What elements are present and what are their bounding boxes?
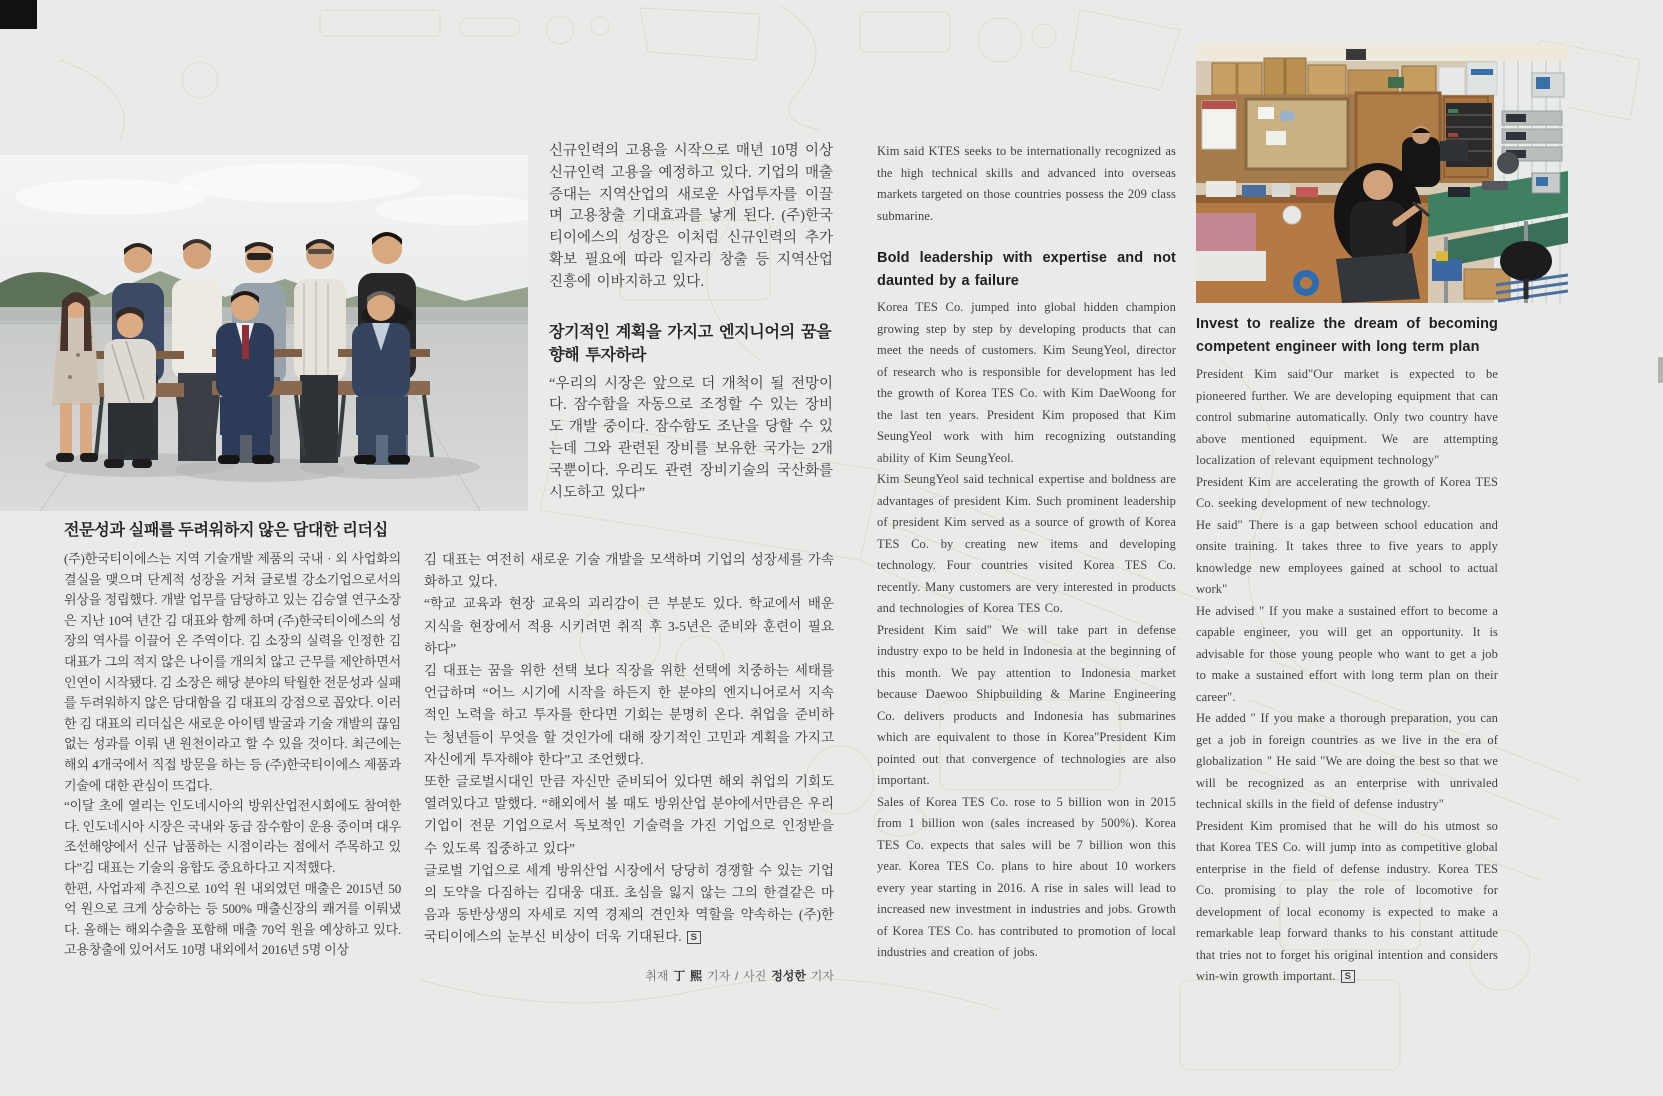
korean-column-2 — [424, 549, 834, 987]
korean-paragraph: 한편, 사업과제 추진으로 10억 원 내외였던 매출은 2015년 50억 원으로 크게 상승하는 등 500% 매출신장의 쾌거를 이뤄냈다. 올해는 해외수출을 포함해 매출 70억 원을 예상하고 있다. 고용창출에 있어서도 10명 내외에서 2016년 5명 이상 — [64, 880, 401, 958]
english-paragraph: He said" There is a gap between school education and onsite training. It takes three to five years to apply knowledge new employees gained at school to actual work" — [1196, 517, 1498, 596]
byline — [424, 965, 834, 987]
korean-closing-text: 글로벌 기업으로 세계 방위산업 시장에서 당당히 경쟁할 수 있는 기업의 도약을 다짐하는 김대웅 대표. 초심을 잃지 않는 그의 한결같은 마음과 동반상생의 자세로 지역 경제의 견인차 역할을 약속하는 (주)한국티이에스의 눈부신 비상이 더욱 기대된다. — [424, 862, 834, 945]
page-edge-mark — [1658, 357, 1663, 383]
byline-reporter-name: 丁 熙 — [673, 968, 703, 983]
english-closing-text: President Kim promised that he will do his utmost so that Korea TES Co. will jump into as competitive global enterprise in the field of defense industry. Korea TES Co. promising to play the role of locomotive for development of local economy is expected to make a remarkable leap forward thanks to his constant attitude that tries not to forget his original intention and considers win-win growth important. — [1196, 818, 1498, 983]
english-section-heading-bold-leadership: Bold leadership with expertise and not daunted by a failure — [877, 250, 1176, 289]
korean-paragraph: (주)한국티이에스는 지역 기술개발 제품의 국내 · 외 사업화의 결실을 맺으며 단계적 성장을 거쳐 글로벌 강소기업으로서의 위상을 정립했다. 개발 업무를 담당하고 있는 김승열 연구소장은 지난 10여 년간 김 대표와 함께 하며 (주)한국티이에스의 성장의 역사를 이끌어 온 주역이다. 김 소장의 실력을 인정한 김 대표가 그의 적지 않은 나이를 개의치 않고 근무를 제안하면서 인연이 시작됐다. 김 소장은 해당 분야의 탁월한 전문성과 실패를 두려워하지 않은 담대함을 김 대표의 강점으로 꼽았다. 이러한 김 대표의 리더십은 새로운 아이템 발굴과 기술 개발의 끊임없는 성과를 이뤄 낸 원천이라고 할 수 있을 것이다. 최근에는 해외 4개국에서 직접 방문을 하는 등 (주)한국티이에스 제품과 기술에 대한 관심이 뜨겁다. — [64, 551, 401, 793]
english-paragraph: Kim SeungYeol said technical expertise and boldness are advantages of president Kim. Such prominent leadership of president Kim served as a source of growth of Korea TES Co. by creating new items and developing technology. Four countries visited Korea TES Co. recently. Many customers are very interested in products and technologies of Korea TES Co. — [877, 472, 1176, 615]
korean-paragraph: 김 대표는 여전히 새로운 기술 개발을 모색하며 기업의 성장세를 가속화하고 있다. — [424, 552, 834, 590]
byline-photographer-name: 정성한 — [771, 968, 806, 983]
korean-paragraph: “이달 초에 열리는 인도네시아의 방위산업전시회에도 참여한다. 인도네시아 시장은 국내와 동급 잠수함이 운용 중이며 대우조선해양에서 신규 납품하는 시점이라는 점에서 주목하고 있다”김 대표는 기술의 융합도 중요하다고 지적했다. — [64, 798, 401, 875]
english-lead-paragraph: Kim said KTES seeks to be internationally recognized as the high technical skills and advanced into overseas markets targeted on those countries possess the 209 class submarine. — [877, 144, 1176, 223]
office-photo — [1196, 45, 1568, 303]
english-paragraph: He advised " If you make a sustained effort to become a capable engineer, you will get an opportunity. It is advisable for those young people who want to get a job to make a sustained effort with long term plan on their career". — [1196, 603, 1498, 704]
korean-section2-heading: 장기적인 계획을 가지고 엔지니어의 꿈을 향해 투자하라 — [549, 323, 832, 364]
english-paragraph: He added " If you make a thorough preparation, you can get a job in foreign countries as we live in the era of globalization " He said "We are doing the best so that we will be recognized as an enterprise with unrivaled technical skills in the field of defense industry" — [1196, 711, 1498, 811]
korean-column-1 — [64, 519, 401, 961]
team-photo-illustration — [0, 155, 528, 511]
byline-label: 기자 / 사진 — [702, 968, 772, 983]
english-section-heading-invest: Invest to realize the dream of becoming competent engineer with long term plan — [1196, 316, 1498, 355]
english-paragraph: Sales of Korea TES Co. rose to 5 billion won in 2015 from 1 billion won (sales increased by 500%). Korea TES Co. expects that sales will be 7 billion won this year. Korea TES Co. plans to hire about 10 workers every year starting in 2016. A rise in sales will lead to increased new investment in industries and jobs. Growth of Korea TES Co. has contributed to promotion of local industries and creation of jobs. — [877, 794, 1176, 959]
english-paragraph: President Kim are accelerating the growth of Korea TES Co. seeking development of new technology. — [1196, 474, 1498, 510]
english-paragraph: Korea TES Co. jumped into global hidden champion growing step by step by developing products that can meet the needs of customers. Kim SeungYeol, director of research who is responsible for development has led the growth of Korea TES Co. with Kim DaeWoong for the last ten years. President Kim proposed that Kim SeungYeol work with him recognizing outstanding ability of Kim SeungYeol. — [877, 300, 1176, 465]
korean-paragraph: 또한 글로벌시대인 만큼 자신만 준비되어 있다면 해외 취업의 기회도 열려있다고 말했다. “해외에서 볼 때도 방위산업 분야에서만큼은 우리 기업이 전문 기업으로서 독보적인 기술력을 가진 기업으로 인정받을 수 있도록 집중하고 있다” — [424, 774, 834, 856]
english-paragraph: President Kim said" We will take part in defense industry expo to be held in Indonesia at the beginning of this month. We pay attention to Indonesia market because Daewoo Shipbuilding & Marine Engineering Co. delivers products and Indonesia has submarines which are equivalent to those in Korea"President Kim pointed out that convergence of technologies are also important. — [877, 622, 1176, 787]
byline-label: 취재 — [645, 968, 674, 983]
korean-closing-paragraph — [424, 860, 834, 949]
korean-section2-quote: “우리의 시장은 앞으로 더 개척이 될 전망이다. 잠수함을 자동으로 조정할 수 있는 장비도 개발 중이다. 잠수함도 조난을 당할 수 있는데 그와 관련된 장비를 보유한 국가는 2개국뿐이다. 우리도 관련 장비기술의 국산화를 시도하고 있다” — [549, 375, 833, 501]
article-end-mark: S — [1341, 970, 1355, 983]
english-closing-paragraph — [1196, 816, 1498, 988]
office-photo-illustration — [1196, 45, 1568, 303]
korean-paragraph: 김 대표는 꿈을 위한 선택 보다 직장을 위한 선택에 치중하는 세태를 언급하며 “어느 시기에 시작을 하든지 한 분야의 엔지니어로서 지속적인 노력을 하고 투자를 한다면 기회는 분명히 온다. 취업을 준비하는 청년들이 무엇을 할 것인가에 대해 장기적인 고민과 계획을 가지고 자신에게 투자해야 한다”고 조언했다. — [424, 663, 834, 767]
english-paragraph: President Kim said"Our market is expected to be pioneered further. We are developing equipment that can control submarine automatically. Only two country have above mentioned equipment. We are attempting localization of relevant equipment technology" — [1196, 367, 1498, 467]
byline-label: 기자 — [805, 968, 834, 983]
korean-section1-heading: 전문성과 실패를 두려워하지 않은 담대한 리더십 — [64, 522, 388, 539]
team-group-photo — [0, 155, 528, 511]
english-column-2 — [1196, 313, 1498, 988]
article-end-mark: S — [687, 931, 701, 944]
korean-intro-column — [549, 141, 833, 504]
korean-paragraph: “학교 교육과 현장 교육의 괴리감이 큰 부분도 있다. 학교에서 배운 지식을 현장에서 적용 시키려면 취직 후 3-5년은 준비와 훈련이 필요하다” — [424, 596, 834, 656]
english-column-1 — [877, 141, 1176, 964]
korean-intro-paragraph: 신규인력의 고용을 시작으로 매년 10명 이상 신규인력 고용을 예정하고 있다. 기업의 매출 증대는 지역산업의 새로운 사업투자를 이끌며 고용창출 기대효과를 낳게 된다. (주)한국티이에스의 성장은 이처럼 신규인력의 추가 확보 필요에 따라 일자리 창출 등 지역산업진흥에 이바지하고 있다. — [549, 143, 833, 290]
page-corner-tab — [0, 0, 37, 29]
